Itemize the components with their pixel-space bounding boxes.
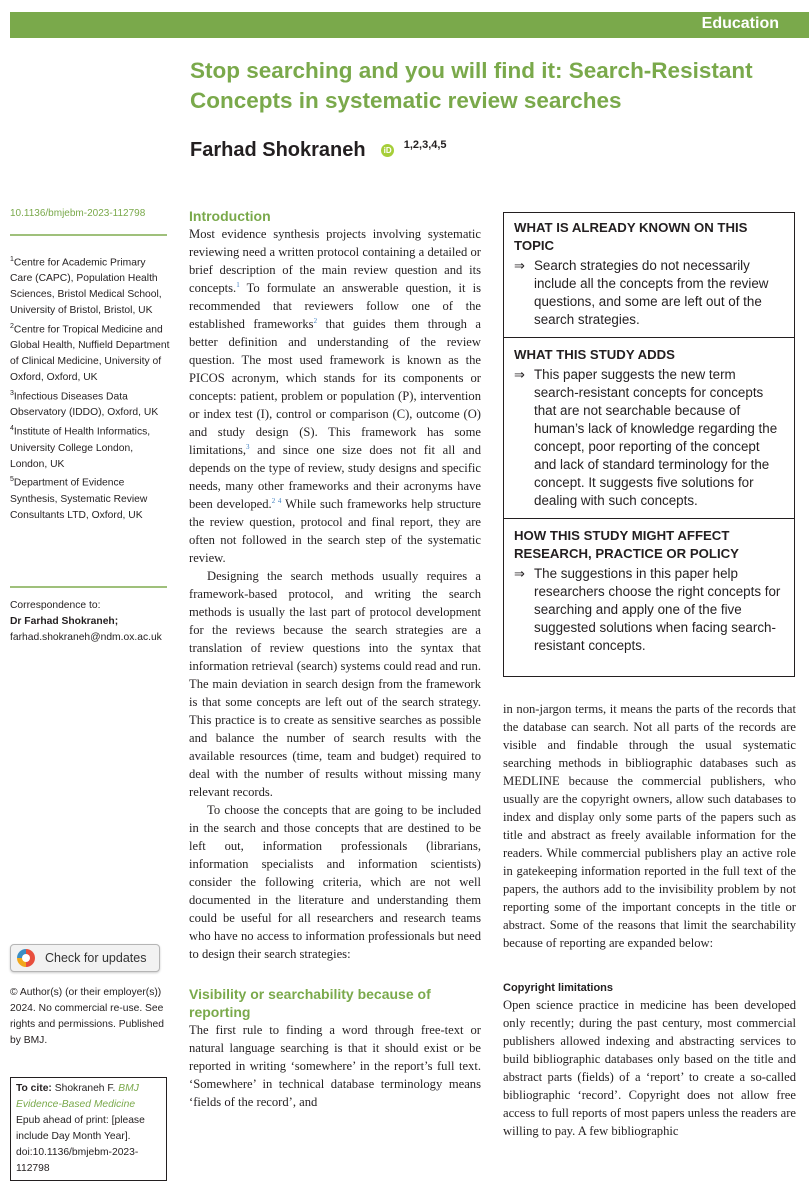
intro-paragraph-3: To choose the concepts that are going to be included in the search and those concepts that are destined to be left out, information professionals (librarians, information specialists and information scientists) consider the following criteria, which are not well documented in the literature and understanding them could be useful for all researchers and research teams who have no access to information professionals but need to design their search strategies:: [189, 803, 481, 961]
correspondence-name: Dr Farhad Shokraneh;: [10, 615, 119, 627]
affiliation-3: $^3$Infectious Diseases Data Observatory (IDDO), Oxford, UK: [10, 390, 159, 419]
affiliation-4: $^4$Institute of Health Informatics, University College London, London, UK: [10, 425, 151, 470]
author-line: [190, 139, 447, 162]
arrow-icon: ⇒: [514, 367, 525, 382]
check-for-updates-label: Check for updates: [45, 951, 147, 965]
affiliation-5: $^5$Department of Evidence Synthesis, Systematic Review Consultants LTD, Oxford, UK: [10, 476, 148, 521]
citation-box: To cite: Shokraneh F. BMJ Evidence-Based Medicine Epub ahead of print: [please include Day Month Year]. doi:10.1136/bmjebm-2023-112798: [10, 1077, 167, 1181]
author-name: Farhad Shokraneh: [190, 139, 366, 161]
summary-adds-heading: WHAT THIS STUDY ADDS: [514, 347, 675, 362]
affiliation-2: $^2$Centre for Tropical Medicine and Global Health, Nuffield Department of Clinical Medicine, University of Oxford, Oxford, UK: [10, 323, 170, 384]
orcid-icon[interactable]: iD: [381, 144, 394, 157]
copyright-notice: © Author(s) (or their employer(s)) 2024. No commercial re-use. See rights and permissions. Published by BMJ.: [10, 987, 164, 1046]
section-heading-introduction: Introduction: [189, 208, 271, 224]
citation-link[interactable]: 3: [246, 442, 250, 451]
summary-divider: [504, 518, 794, 519]
visibility-paragraph-2: in non-jargon terms, it means the parts of the records that the database can search. Not all parts of the records are visible and findable through the usual systematic searching methods in bibliographic databases such as MEDLINE because the commercial publishers, who usually are the copyright owners, allow such databases to index and display only some parts of the papers such as title and abstract as freely available information for the readers. While commercial publishers play an active role in gatekeeping information reported in the full text of the papers, the authors add to the invisibility problem by not reporting some of the important concepts in the title or abstract. Some of the reasons that limit the searchability because of reporting are expanded below:: [503, 702, 796, 950]
subheading-copyright-limitations: Copyright limitations: [503, 982, 613, 994]
affiliations-list: [10, 252, 170, 524]
sidebar-divider: [10, 234, 167, 236]
citation-link[interactable]: 1: [236, 280, 240, 289]
arrow-icon: ⇒: [514, 566, 525, 581]
citation-link[interactable]: 2: [313, 316, 318, 325]
section-banner: [10, 12, 809, 38]
cite-journal: BMJ Evidence-Based Medicine: [16, 1083, 139, 1110]
section-heading-visibility: Visibility or searchability because of reporting: [189, 986, 431, 1020]
summary-known-item: ⇒ Search strategies do not necessarily include all the concepts from the review questions, and some are left out of the search strategies.: [514, 258, 769, 327]
body-column-right: [503, 700, 796, 1140]
article-doi[interactable]: 10.1136/bmjebm-2023-112798: [10, 208, 146, 219]
correspondence-label: Correspondence to:: [10, 600, 101, 611]
summary-box: [503, 212, 795, 677]
check-for-updates-button[interactable]: [10, 944, 160, 972]
crossmark-icon: [17, 949, 35, 967]
summary-adds-item: ⇒ This paper suggests the new term search-resistant concepts for concepts that are not searchable because of human’s lack of knowledge regarding the concept, poor reporting of the concept and lack of standard terminology for the concept. It suggests five solutions for dealing with such concepts.: [514, 367, 778, 508]
article-title: Stop searching and you will find it: Search-Resistant Concepts in systematic review searches: [190, 58, 753, 113]
cite-label: To cite:: [16, 1083, 52, 1094]
arrow-icon: ⇒: [514, 258, 525, 273]
intro-paragraph-2: Designing the search methods usually requires a framework-based protocol, and writing the search methods is usually the last part of protocol development for the reviews because the search strategies are a translation of review questions into the syntax that information retrieval (search) systems could read and run. The main deviation in search design from the framework is that some concepts are left out of the search strategy. This practice is to create as sensitive searches as possible and balance the number of search results with the available resources (time, team and budget) required to deal with the number of results without missing many relevant records.: [189, 569, 481, 799]
copyright-paragraph-1: Open science practice in medicine has been developed only recently; during the past century, most commercial publishers allowed indexing and abstracting services to build bibliographic databases only based on the title and abstract parts (fields) of a ‘report’ to create a so-called bibliographic ‘record’. Copyright does not allow free access to full reports of most papers unless the readers are willing to pay. A few bibliographic: [503, 998, 796, 1138]
citation-link[interactable]: 2 4: [271, 496, 282, 505]
author-affiliation-marks: 1,2,3,4,5: [403, 139, 447, 151]
sidebar-divider: [10, 586, 167, 588]
section-label: Education: [701, 15, 779, 32]
summary-divider: [504, 337, 794, 338]
summary-affect-heading: HOW THIS STUDY MIGHT AFFECT RESEARCH, PRACTICE OR POLICY: [514, 528, 739, 561]
correspondence: [10, 598, 170, 646]
summary-affect-item: ⇒ The suggestions in this paper help researchers choose the right concepts for searching and apply one of the five suggested solutions when facing search-resistant concepts.: [514, 566, 781, 653]
intro-paragraph-1: Most evidence synthesis projects involving systematic reviewing need a written protocol containing a detailed or brief description of the main review question and its concepts.$^1$ To formulate an answerable question, it is recommended that reviewers follow one of the established frameworks$^2$ that guides them through a better definition and understanding of the review question. The most used framework is known as the PICOS acronym, which stands for its components or concepts: patient, problem or population (P), intervention or index test (I), control or comparison (C), outcome (O) and study design (S). This framework has some limitations,$^3$ and since one size does not fit all and depends on the type of review, study designs and specific needs, many other frameworks and their acronyms have been developed.$^{2 4}$ While such frameworks help structure the review question, protocol and final report, they are often not followed in the search step of the systematic review.: [189, 227, 481, 565]
summary-known-heading: WHAT IS ALREADY KNOWN ON THIS TOPIC: [514, 220, 748, 253]
correspondence-email[interactable]: farhad.shokraneh@ndm.ox.ac.uk: [10, 631, 162, 643]
body-column-left: [189, 207, 481, 1111]
affiliation-1: $^1$Centre for Academic Primary Care (CAPC), Population Health Sciences, Bristol Medical School, University of Bristol, Bristol, UK: [10, 256, 162, 317]
visibility-paragraph-1: The first rule to finding a word through free-text or natural language searching is that it should exist or be reported in writing ‘somewhere’ in the report’s full text. ‘Somewhere’ in technical database terminology means ‘fields of the record’, and: [189, 1023, 481, 1109]
